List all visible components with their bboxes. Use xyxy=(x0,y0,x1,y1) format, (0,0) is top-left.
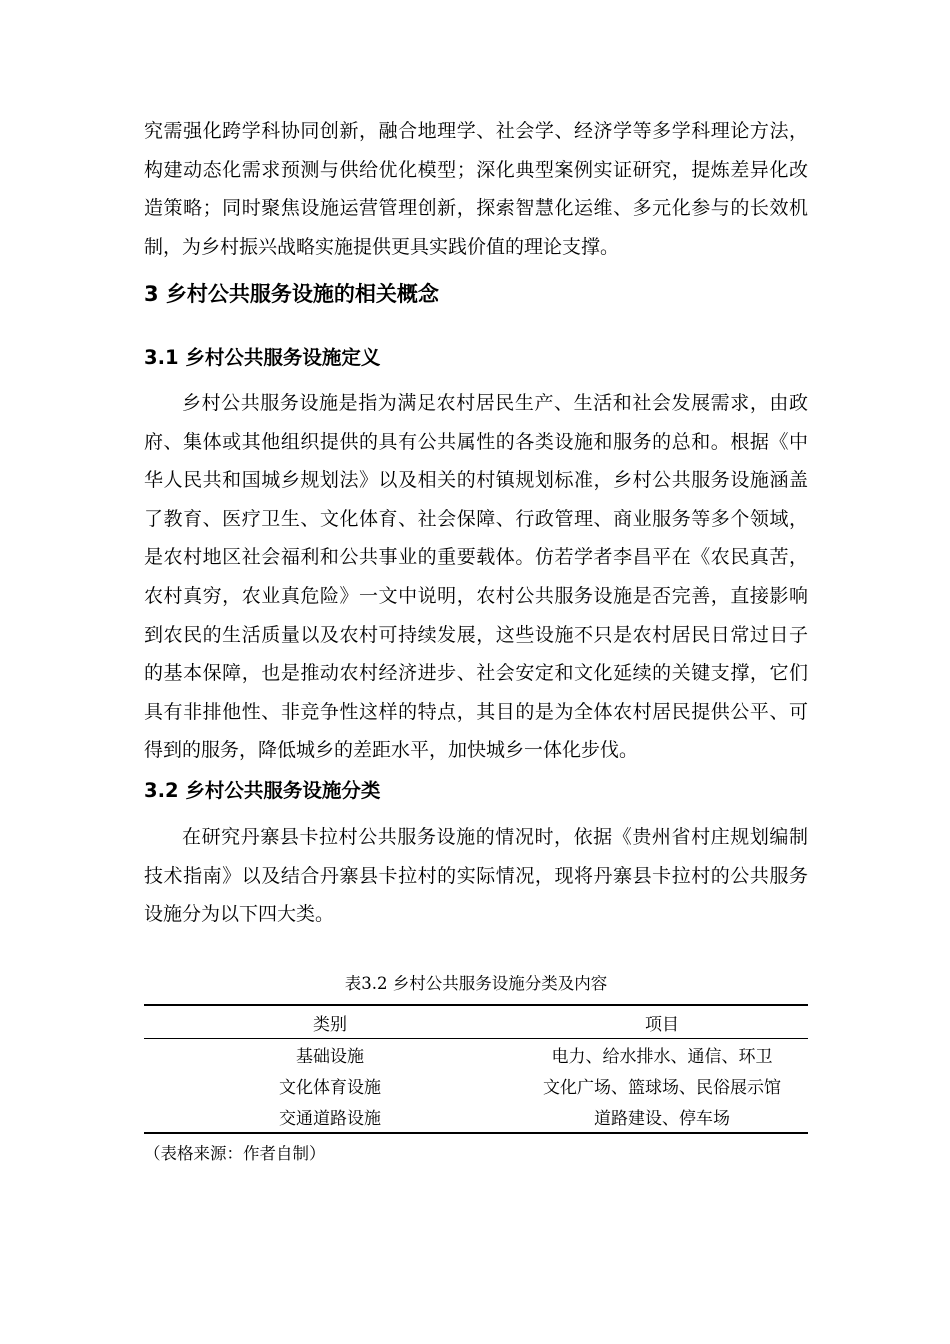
table-cell-category: 文化体育设施 xyxy=(279,1078,381,1098)
classification-table xyxy=(144,1004,808,1134)
section-3-2-paragraph: 在研究丹寨县卡拉村公共服务设施的情况时，依据《贵州省村庄规划编制技术指南》以及结合丹寨县卡拉村的实际情况，现将丹寨县卡拉村的公共服务设施分为以下四大类。 xyxy=(144,826,808,926)
table-header-items: 项目 xyxy=(645,1014,679,1035)
table-header-category: 类别 xyxy=(313,1014,347,1035)
table-source-note: （表格来源：作者自制） xyxy=(144,1144,326,1163)
section-3-heading: 3 乡村公共服务设施的相关概念 xyxy=(144,282,439,306)
intro-paragraph: 究需强化跨学科协同创新，融合地理学、社会学、经济学等多学科理论方法，构建动态化需求预测与供给优化模型；深化典型案例实证研究，提炼差异化改造策略；同时聚焦设施运营管理创新，探索智慧化运维、多元化参与的长效机制，为乡村振兴战略实施提供更具实践价值的理论支撑。 xyxy=(144,120,808,258)
table-caption: 表3.2 乡村公共服务设施分类及内容 xyxy=(344,974,608,993)
table-row xyxy=(144,1101,808,1133)
table-row xyxy=(144,1070,808,1101)
section-3-1-heading: 3.1 乡村公共服务设施定义 xyxy=(144,346,381,369)
table-cell-items: 电力、给水排水、通信、环卫 xyxy=(551,1047,773,1067)
table-header-row xyxy=(144,1005,808,1039)
table-cell-items: 道路建设、停车场 xyxy=(594,1109,730,1129)
table-row xyxy=(144,1039,808,1071)
table-cell-category: 交通道路设施 xyxy=(279,1109,381,1129)
table-cell-category: 基础设施 xyxy=(296,1047,364,1067)
table-cell-items: 文化广场、篮球场、民俗展示馆 xyxy=(543,1078,781,1098)
section-3-1-paragraph: 乡村公共服务设施是指为满足农村居民生产、生活和社会发展需求，由政府、集体或其他组织提供的具有公共属性的各类设施和服务的总和。根据《中华人民共和国城乡规划法》以及相关的村镇规划标准，乡村公共服务设施涵盖了教育、医疗卫生、文化体育、社会保障、行政管理、商业服务等多个领域，是农村地区社会福利和公共事业的重要载体。仿若学者李昌平在《农民真苦，农村真穷，农业真危险》一文中说明，农村公共服务设施是否完善，直接影响到农民的生活质量以及农村可持续发展，这些设施不只是农村居民日常过日子的基本保障，也是推动农村经济进步、社会安定和文化延续的关键支撑，它们具有非排他性、非竞争性这样的特点，其目的是为全体农村居民提供公平、可得到的服务，降低城乡的差距水平，加快城乡一体化步伐。 xyxy=(144,392,808,762)
section-3-2-heading: 3.2 乡村公共服务设施分类 xyxy=(144,779,381,802)
